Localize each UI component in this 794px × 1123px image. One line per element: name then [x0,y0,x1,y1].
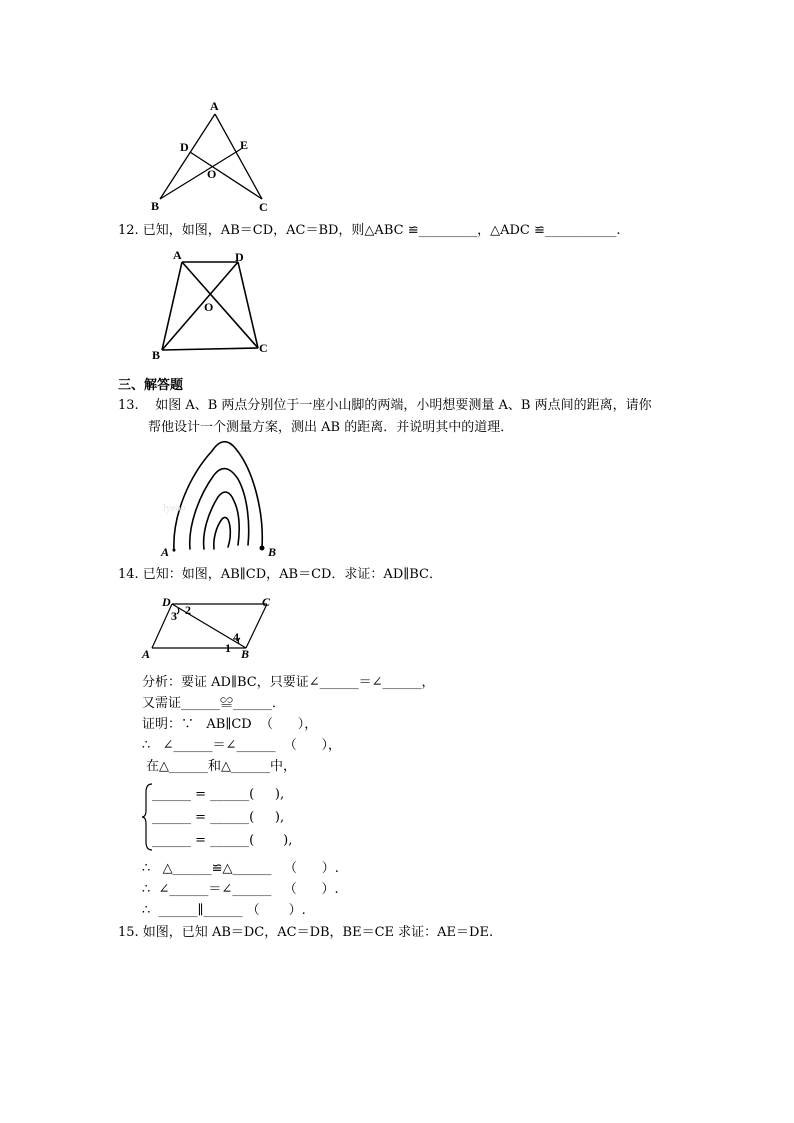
analysis-line2: 又需证______≌______． [142,696,286,711]
figure-trapezoid-abcd [140,244,280,364]
label-b: B [241,647,250,661]
label-b: B [151,199,160,213]
conclusion-line3: ∴ ______∥______ （ ）. [142,903,306,918]
label-a: A [173,248,182,262]
figure-mountain [150,435,290,560]
conclusion-line2: ∴ ∠______＝∠______ （ ）. [142,882,339,897]
system-line1: ______ = ______( ), [152,787,285,802]
label-o: O [207,167,217,181]
label-angle-3: 3 [171,609,177,623]
section-title: 三、解答题 [118,378,184,393]
label-a: A [161,545,170,559]
system-line3: ______ = ______( ), [152,833,293,848]
label-angle-4: 4 [233,630,239,644]
question-14: 14. 已知：如图，AB∥CD，AB＝CD．求证：AD∥BC． [118,567,442,582]
question-13-line2: 帮他设计一个测量方案，测出 AB 的距离．并说明其中的道理． [148,420,514,435]
question-13-line1: 13. 如图 A、B 两点分别位于一座小山脚的两端，小明想要测量 A、B 两点间的距离，请你 [118,398,652,413]
proof-line2: ∴ ∠______＝∠______ （ ）， [142,738,342,753]
question-12: 12. 已知，如图，AB＝CD，AC＝BD，则△ABC ≌_________，△ADC ≌___________. [118,223,621,238]
label-d: D [235,250,244,264]
label-c: C [259,341,268,355]
system-line2: ______ = ______( ), [152,810,285,825]
label-d: D [162,595,171,609]
figure-parallelogram [140,592,285,667]
label-angle-2: 2 [185,603,191,617]
figure-triangles-ade [140,96,290,216]
label-o: O [204,300,214,314]
label-d: D [180,140,189,154]
label-b: B [268,545,277,559]
question-15: 15. 如图，已知 AB＝DC，AC＝DB，BE＝CE 求证：AE＝DE. [118,925,494,940]
watermark: Jyeoo [162,503,186,514]
label-a: A [142,647,151,661]
label-b: B [152,348,161,362]
conclusion-line1: ∴ △______≌△______ （ ）. [142,861,339,876]
label-c: C [259,200,268,214]
label-a: A [210,99,219,113]
analysis-line1: 分析：要证 AD∥BC，只要证∠______＝∠______， [142,675,435,690]
label-c: C [262,595,271,609]
label-angle-1: 1 [225,641,231,655]
proof-line3: 在△______和△______中， [146,759,296,774]
proof-line1: 证明：∵ AB∥CD （ ）， [142,717,318,732]
label-e: E [240,138,249,152]
